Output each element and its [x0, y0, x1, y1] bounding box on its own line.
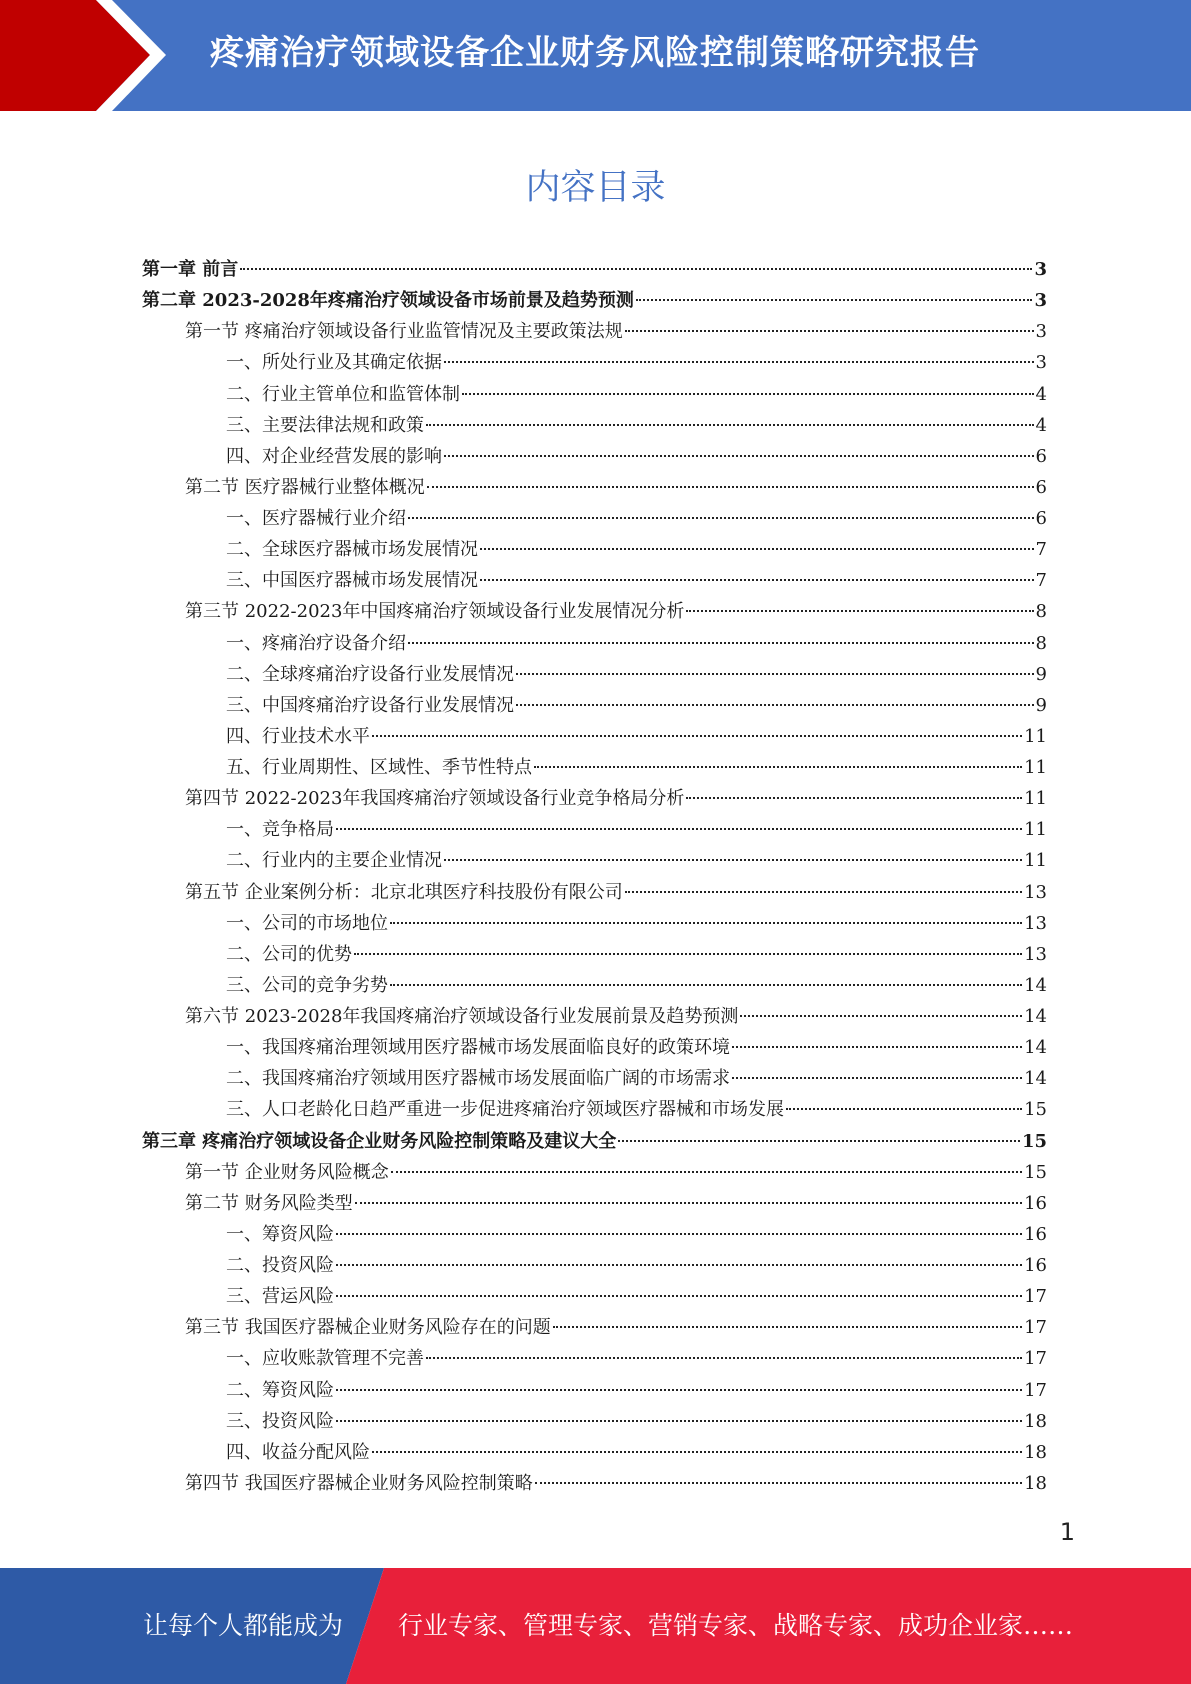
toc-entry-page: 14	[1024, 1037, 1047, 1059]
toc-entry-title: 三、中国医疗器械市场发展情况	[226, 570, 478, 592]
toc-entry-title: 三、人口老龄化日趋严重进一步促进疼痛治疗领域医疗器械和市场发展	[226, 1099, 784, 1121]
page-number: 1	[1059, 1518, 1075, 1546]
toc-entry-page: 6	[1035, 476, 1047, 498]
toc-dot-leader	[390, 921, 1022, 924]
toc-entry-title: 四、行业技术水平	[226, 725, 370, 747]
header-banner	[0, 0, 1191, 111]
toc-entry[interactable]	[142, 1188, 1047, 1219]
toc-entry[interactable]	[142, 1343, 1047, 1374]
toc-entry[interactable]	[142, 1219, 1047, 1250]
toc-dot-leader	[336, 1232, 1022, 1235]
toc-entry-title: 四、收益分配风险	[226, 1441, 370, 1463]
toc-entry[interactable]	[142, 690, 1047, 721]
toc-entry[interactable]	[142, 783, 1047, 814]
toc-entry[interactable]	[142, 565, 1047, 596]
toc-entry-page: 8	[1035, 601, 1047, 623]
toc-dot-leader	[686, 796, 1022, 799]
toc-entry-page: 6	[1035, 508, 1047, 529]
toc-entry[interactable]	[142, 596, 1047, 627]
toc-entry-title: 第一节 企业财务风险概念	[185, 1161, 389, 1183]
toc-entry-page: 6	[1035, 445, 1047, 467]
toc-entry-title: 第三章 疼痛治疗领域设备企业财务风险控制策略及建议大全	[142, 1130, 617, 1152]
toc-entry-page: 15	[1024, 1099, 1047, 1121]
toc-entry-title: 第一章 前言	[142, 259, 239, 280]
toc-dot-leader	[391, 1170, 1022, 1173]
toc-entry-page: 14	[1024, 1068, 1047, 1090]
toc-entry-title: 二、全球疼痛治疗设备行业发展情况	[226, 663, 514, 685]
toc-dot-leader	[516, 703, 1034, 706]
toc-dot-leader	[786, 1107, 1022, 1110]
report-title: 疼痛治疗领域设备企业财务风险控制策略研究报告	[210, 33, 980, 73]
toc-entry-title: 第四节 我国医疗器械企业财务风险控制策略	[185, 1472, 533, 1494]
toc-dot-leader	[427, 485, 1034, 488]
toc-entry[interactable]	[142, 316, 1047, 347]
toc-entry-title: 第三节 2022-2023年中国疼痛治疗领域设备行业发展情况分析	[185, 601, 685, 623]
toc-dot-leader	[732, 1045, 1022, 1048]
toc-entry-page: 13	[1024, 943, 1047, 965]
toc-entry-title: 二、全球医疗器械市场发展情况	[226, 539, 478, 561]
toc-entry[interactable]	[142, 877, 1047, 908]
toc-dot-leader	[336, 1263, 1022, 1266]
toc-entry-title: 第二节 财务风险类型	[185, 1192, 353, 1214]
toc-dot-leader	[444, 858, 1022, 861]
toc-entry-title: 五、行业周期性、区域性、季节性特点	[226, 757, 532, 778]
toc-entry[interactable]	[142, 379, 1047, 410]
toc-entry[interactable]	[142, 628, 1047, 659]
toc-entry-page: 9	[1035, 694, 1047, 716]
toc-entry[interactable]	[142, 939, 1047, 970]
toc-entry-page: 9	[1035, 663, 1047, 685]
toc-dot-leader	[535, 1481, 1022, 1484]
toc-dot-leader	[534, 765, 1022, 768]
toc-entry[interactable]	[142, 1063, 1047, 1094]
toc-entry-title: 三、营运风险	[226, 1286, 334, 1308]
toc-entry[interactable]	[142, 534, 1047, 565]
toc-dot-leader	[336, 827, 1022, 830]
toc-entry-title: 二、我国疼痛治疗领域用医疗器械市场发展面临广阔的市场需求	[226, 1068, 730, 1090]
toc-dot-leader	[426, 423, 1034, 426]
toc-entry-page: 11	[1024, 788, 1047, 810]
toc-dot-leader	[336, 1294, 1022, 1297]
toc-entry-page: 7	[1035, 539, 1047, 561]
toc-entry[interactable]	[142, 472, 1047, 503]
toc-entry-page: 17	[1024, 1286, 1047, 1308]
toc-dot-leader	[686, 609, 1033, 612]
toc-dot-leader	[372, 1450, 1022, 1453]
toc-entry-title: 三、公司的竞争劣势	[226, 974, 388, 996]
toc-dot-leader	[625, 329, 1034, 332]
toc-entry[interactable]	[142, 1032, 1047, 1063]
toc-entry-page: 3	[1034, 259, 1047, 280]
toc-dot-leader	[618, 1139, 1020, 1142]
toc-dot-leader	[240, 267, 1032, 270]
toc-entry-page: 14	[1024, 1006, 1047, 1027]
toc-heading: 内容目录	[525, 168, 666, 208]
toc-dot-leader	[390, 983, 1022, 986]
toc-entry-title: 一、所处行业及其确定依据	[226, 352, 442, 374]
toc-entry-page: 18	[1024, 1441, 1047, 1463]
toc-entry-page: 11	[1024, 850, 1047, 872]
toc-entry-page: 3	[1034, 290, 1047, 312]
toc-entry-page: 18	[1024, 1472, 1047, 1494]
toc-entry-title: 二、行业内的主要企业情况	[226, 850, 442, 872]
toc-entry-page: 8	[1035, 632, 1047, 654]
toc-entry-title: 三、投资风险	[226, 1410, 334, 1432]
toc-dot-leader	[732, 1076, 1022, 1079]
toc-dot-leader	[444, 360, 1034, 363]
toc-dot-leader	[444, 454, 1034, 457]
toc-entry-page: 15	[1021, 1130, 1047, 1152]
toc-entry-page: 16	[1024, 1192, 1047, 1214]
toc-dot-leader	[355, 1201, 1022, 1204]
toc-entry-page: 18	[1024, 1410, 1047, 1432]
toc-entry-title: 一、筹资风险	[226, 1223, 334, 1245]
toc-entry[interactable]	[142, 285, 1047, 316]
toc-dot-leader	[636, 298, 1033, 301]
toc-entry-title: 二、公司的优势	[226, 943, 352, 965]
toc-dot-leader	[372, 734, 1022, 737]
toc-dot-leader	[336, 1419, 1022, 1422]
toc-entry-page: 4	[1035, 414, 1047, 436]
toc-entry-page: 15	[1024, 1161, 1047, 1183]
toc-entry[interactable]	[142, 1126, 1047, 1157]
toc-entry[interactable]	[142, 1157, 1047, 1188]
toc-entry[interactable]	[142, 970, 1047, 1001]
toc-entry[interactable]	[142, 410, 1047, 441]
toc-entry-page: 17	[1024, 1317, 1047, 1339]
footer-slogan-right: 行业专家、管理专家、营销专家、战略专家、成功企业家……	[398, 1611, 1074, 1640]
toc-entry[interactable]	[142, 721, 1047, 752]
toc-entry-page: 14	[1024, 974, 1047, 996]
toc-entry-title: 一、医疗器械行业介绍	[226, 508, 406, 529]
toc-entry[interactable]	[142, 908, 1047, 939]
toc-entry-page: 13	[1024, 881, 1047, 903]
toc-entry[interactable]	[142, 441, 1047, 472]
toc-entry-title: 一、疼痛治疗设备介绍	[226, 632, 406, 654]
toc-entry[interactable]	[142, 1437, 1047, 1468]
toc-entry[interactable]	[142, 1406, 1047, 1437]
table-of-contents	[142, 254, 1047, 1499]
toc-entry-title: 一、我国疼痛治理领域用医疗器械市场发展面临良好的政策环境	[226, 1037, 730, 1059]
toc-entry[interactable]	[142, 752, 1047, 783]
toc-entry[interactable]	[142, 1094, 1047, 1125]
toc-entry-page: 11	[1024, 757, 1047, 778]
toc-entry-page: 16	[1024, 1223, 1047, 1245]
toc-entry[interactable]	[142, 1468, 1047, 1499]
toc-entry-page: 11	[1024, 819, 1047, 841]
toc-entry-title: 第五节 企业案例分析：北京北琪医疗科技股份有限公司	[185, 881, 623, 903]
toc-entry-page: 3	[1035, 352, 1047, 374]
toc-entry[interactable]	[142, 1001, 1047, 1032]
toc-entry-title: 一、应收账款管理不完善	[226, 1348, 424, 1370]
toc-dot-leader	[740, 1014, 1022, 1017]
toc-entry-title: 一、公司的市场地位	[226, 912, 388, 934]
toc-dot-leader	[462, 392, 1034, 395]
toc-dot-leader	[336, 1388, 1022, 1391]
toc-entry[interactable]	[142, 1281, 1047, 1312]
toc-entry-page: 11	[1024, 725, 1047, 747]
toc-entry[interactable]	[142, 254, 1047, 285]
toc-entry-page: 17	[1024, 1379, 1047, 1401]
toc-entry-title: 二、行业主管单位和监管体制	[226, 383, 460, 405]
toc-entry[interactable]	[142, 1250, 1047, 1281]
toc-entry-title: 第二章 2023-2028年疼痛治疗领域设备市场前景及趋势预测	[142, 290, 634, 312]
toc-entry[interactable]	[142, 503, 1047, 534]
toc-entry[interactable]	[142, 659, 1047, 690]
toc-entry-title: 一、竞争格局	[226, 819, 334, 841]
toc-entry[interactable]	[142, 814, 1047, 845]
toc-dot-leader	[625, 890, 1022, 893]
toc-dot-leader	[480, 547, 1034, 550]
toc-entry-title: 第六节 2023-2028年我国疼痛治疗领域设备行业发展前景及趋势预测	[185, 1006, 739, 1027]
toc-entry-title: 二、筹资风险	[226, 1379, 334, 1401]
toc-entry-title: 三、主要法律法规和政策	[226, 414, 424, 436]
footer-banner	[0, 1568, 1191, 1684]
toc-entry-title: 第二节 医疗器械行业整体概况	[185, 476, 425, 498]
toc-entry[interactable]	[142, 1312, 1047, 1343]
toc-dot-leader	[408, 641, 1034, 644]
toc-dot-leader	[408, 516, 1034, 519]
toc-entry-title: 第一节 疼痛治疗领域设备行业监管情况及主要政策法规	[185, 321, 623, 343]
toc-entry-title: 二、投资风险	[226, 1255, 334, 1276]
toc-entry-title: 第四节 2022-2023年我国疼痛治疗领域设备行业竞争格局分析	[185, 788, 685, 810]
toc-dot-leader	[426, 1356, 1022, 1359]
toc-entry[interactable]	[142, 1375, 1047, 1406]
toc-entry[interactable]	[142, 347, 1047, 378]
toc-dot-leader	[354, 952, 1022, 955]
toc-entry-title: 四、对企业经营发展的影响	[226, 445, 442, 467]
toc-entry-page: 13	[1024, 912, 1047, 934]
toc-entry-page: 16	[1024, 1255, 1047, 1276]
toc-dot-leader	[480, 578, 1034, 581]
toc-entry-page: 4	[1035, 383, 1047, 405]
toc-dot-leader	[516, 672, 1034, 675]
toc-entry-page: 3	[1035, 321, 1047, 343]
toc-entry-page: 17	[1024, 1348, 1047, 1370]
toc-entry-title: 第三节 我国医疗器械企业财务风险存在的问题	[185, 1317, 551, 1339]
toc-entry-title: 三、中国疼痛治疗设备行业发展情况	[226, 694, 514, 716]
toc-dot-leader	[553, 1325, 1022, 1328]
toc-entry-page: 7	[1035, 570, 1047, 592]
toc-entry[interactable]	[142, 845, 1047, 876]
footer-slogan-left: 让每个人都能成为	[143, 1611, 344, 1640]
